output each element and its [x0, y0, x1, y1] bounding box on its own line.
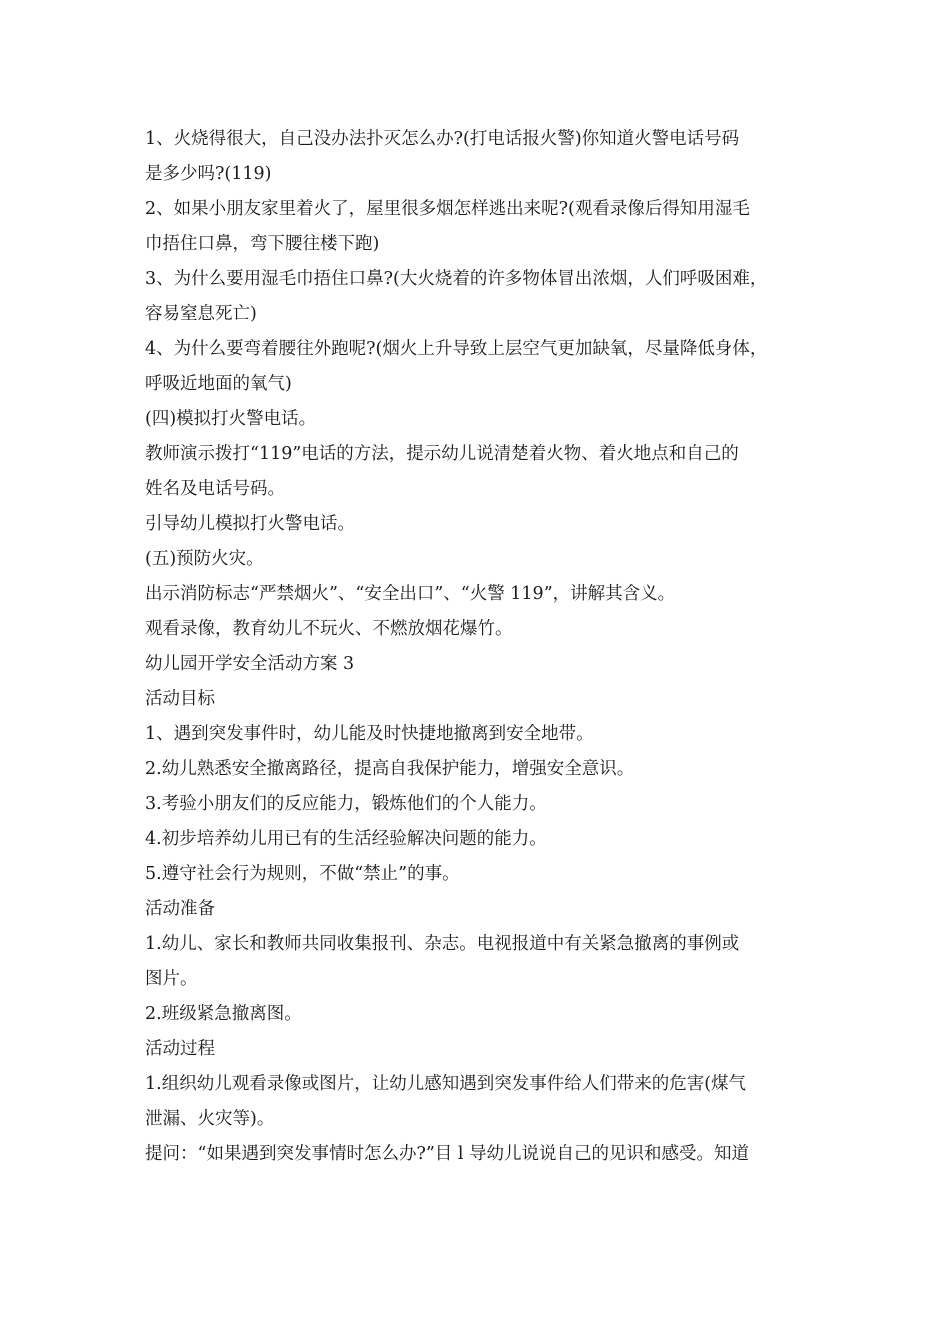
section-heading: 活动目标	[145, 689, 215, 709]
text-line: 提问：“如果遇到突发事情时怎么办?”目 l 导幼儿说说自己的见识和感受。知道	[145, 1144, 749, 1164]
text-line: 1、遇到突发事件时，幼儿能及时快捷地撤离到安全地带。	[145, 724, 594, 744]
text-line: 是多少吗?(119)	[145, 164, 272, 184]
text-line: 观看录像，教育幼儿不玩火、不燃放烟花爆竹。	[145, 619, 513, 639]
section-heading: 活动过程	[145, 1039, 215, 1059]
section-heading: 活动准备	[145, 899, 215, 919]
text-line: 4、为什么要弯着腰往外跑呢?(烟火上升导致上层空气更加缺氧，尽量降低身体，	[145, 339, 768, 359]
text-line: 1.幼儿、家长和教师共同收集报刊、杂志。电视报道中有关紧急撤离的事例或	[145, 934, 740, 954]
section-heading: (四)模拟打火警电话。	[145, 409, 317, 429]
text-line: 2、如果小朋友家里着火了，屋里很多烟怎样逃出来呢?(观看录像后得知用湿毛	[145, 199, 750, 219]
text-line: 3、为什么要用湿毛巾捂住口鼻?(大火烧着的许多物体冒出浓烟，人们呼吸困难，	[145, 269, 768, 289]
text-line: 姓名及电话号码。	[145, 479, 285, 499]
text-line: 1.组织幼儿观看录像或图片，让幼儿感知遇到突发事件给人们带来的危害(煤气	[145, 1074, 747, 1094]
text-line: 呼吸近地面的氧气)	[145, 374, 292, 394]
text-line: 泄漏、火灾等)。	[145, 1109, 275, 1129]
section-heading: (五)预防火灾。	[145, 549, 264, 569]
text-line: 图片。	[145, 969, 198, 989]
text-line: 容易窒息死亡)	[145, 304, 257, 324]
text-line: 引导幼儿模拟打火警电话。	[145, 514, 355, 534]
text-line: 2.班级紧急撤离图。	[145, 1004, 302, 1024]
text-line: 2.幼儿熟悉安全撤离路径，提高自我保护能力，增强安全意识。	[145, 759, 635, 779]
text-line: 1、火烧得很大，自己没办法扑灭怎么办?(打电话报火警)你知道火警电话号码	[145, 129, 740, 149]
text-line: 5.遵守社会行为规则，不做“禁止”的事。	[145, 864, 460, 884]
document-title: 幼儿园开学安全活动方案 3	[145, 654, 355, 674]
text-line: 教师演示拨打“119”电话的方法，提示幼儿说清楚着火物、着火地点和自己的	[145, 444, 739, 464]
text-line: 出示消防标志“严禁烟火”、“安全出口”、“火警 119”，讲解其含义。	[145, 584, 676, 604]
document-body	[145, 122, 825, 1172]
text-line: 3.考验小朋友们的反应能力，锻炼他们的个人能力。	[145, 794, 547, 814]
text-line: 4.初步培养幼儿用已有的生活经验解决问题的能力。	[145, 829, 547, 849]
text-line: 巾捂住口鼻，弯下腰往楼下跑)	[145, 234, 380, 254]
